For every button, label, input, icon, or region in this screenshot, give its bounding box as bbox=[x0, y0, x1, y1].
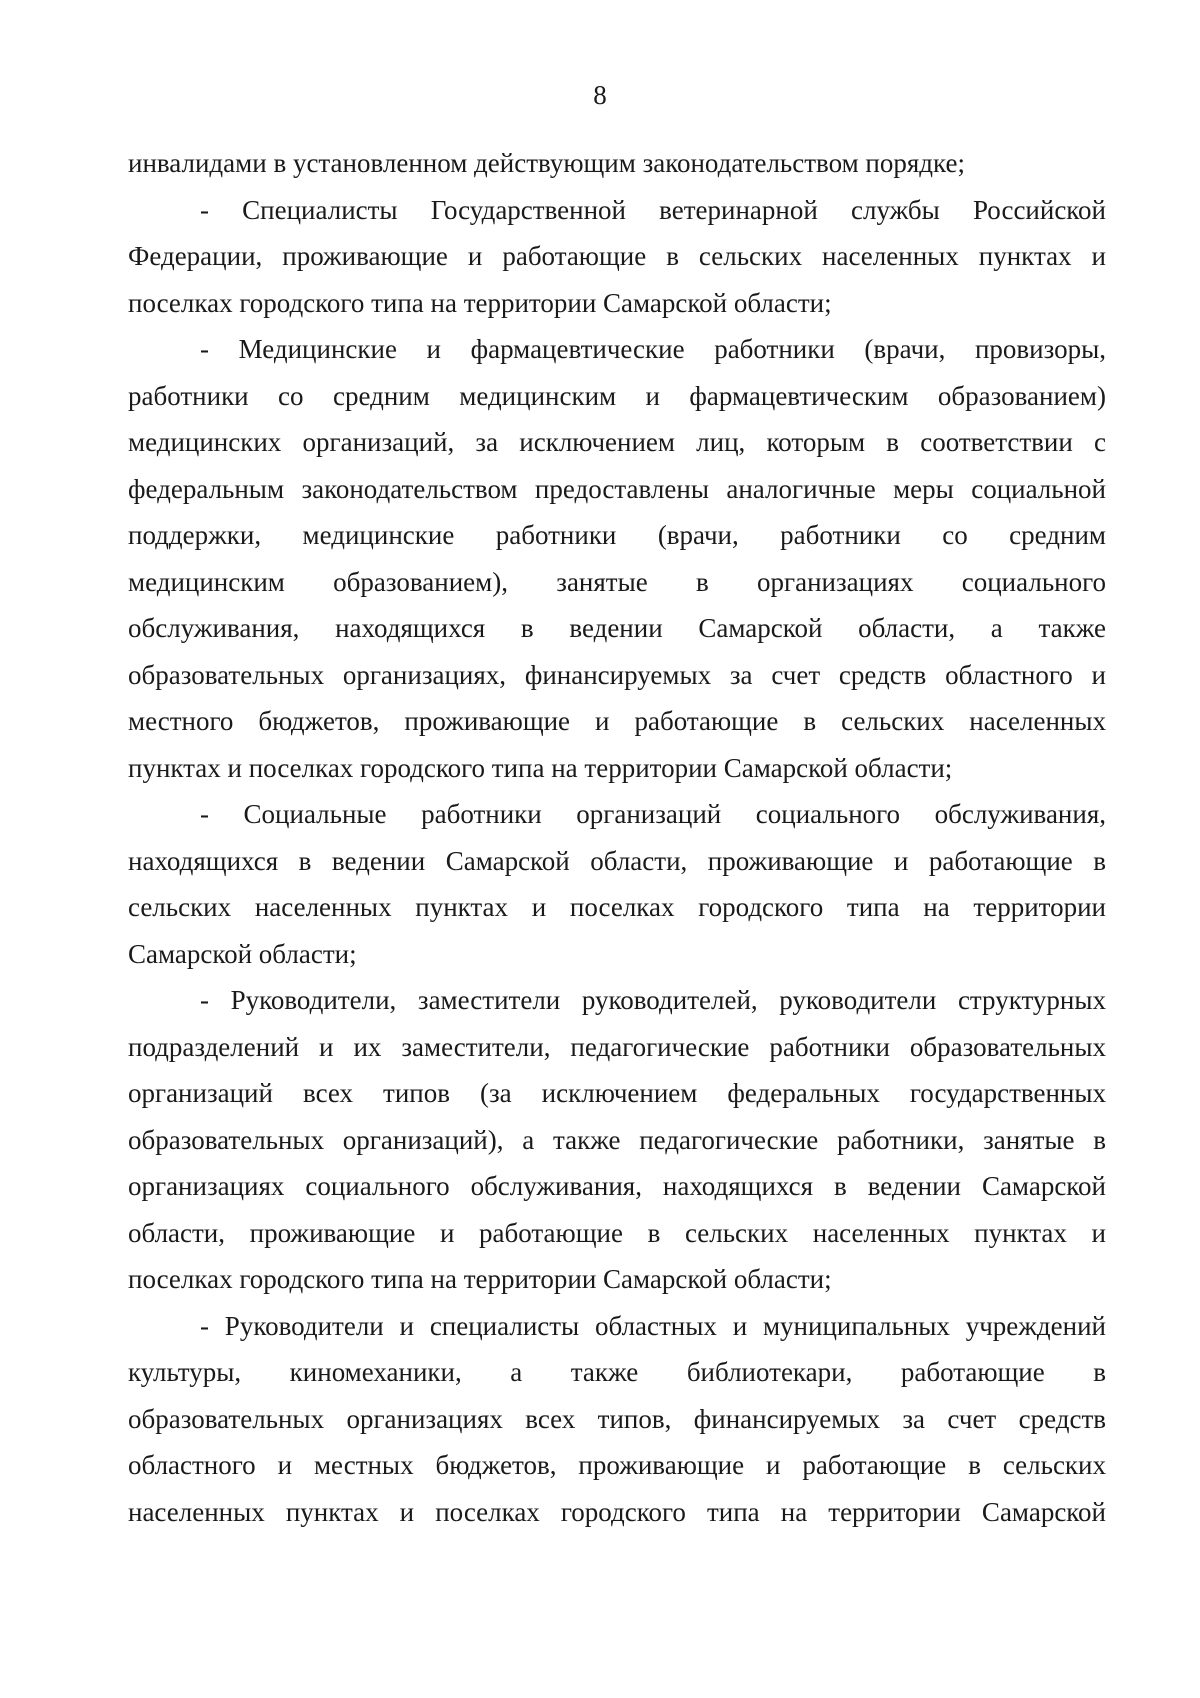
text-line: организаций всех типов (за исключением федеральных государственных bbox=[128, 1078, 1106, 1108]
text-line: Федерации, проживающие и работающие в сельских населенных пунктах и bbox=[128, 241, 1106, 271]
text-line: культуры, киномеханики, а также библиотекари, работающие в bbox=[128, 1357, 1106, 1387]
text-line: поддержки, медицинские работники (врачи, работники со средним bbox=[128, 520, 1106, 550]
text-line: местного бюджетов, проживающие и работающие в сельских населенных bbox=[128, 706, 1106, 736]
text-line: находящихся в ведении Самарской области, проживающие и работающие в bbox=[128, 845, 1106, 876]
text-line: образовательных организациях, финансируемых за счет средств областного и bbox=[128, 659, 1106, 690]
text-line: областного и местных бюджетов, проживающие и работающие в сельских bbox=[128, 1450, 1106, 1480]
paragraph bbox=[128, 1303, 1106, 1536]
text-line: сельских населенных пунктах и поселках городского типа на территории bbox=[128, 892, 1106, 922]
text-line: - Специалисты Государственной ветеринарной службы Российской bbox=[200, 194, 1106, 225]
paragraph bbox=[128, 977, 1106, 1303]
paragraph bbox=[128, 140, 1106, 187]
text-line: организациях социального обслуживания, находящихся в ведении Самарской bbox=[128, 1171, 1106, 1201]
text-line: медицинским образованием), занятые в организациях социального bbox=[128, 566, 1106, 597]
text-line: - Медицинские и фармацевтические работники (врачи, провизоры, bbox=[200, 334, 1106, 364]
text-line: - Социальные работники организаций социального обслуживания, bbox=[200, 799, 1106, 829]
text-line: инвалидами в установленном действующим законодательством порядке; bbox=[128, 148, 965, 178]
document-body bbox=[128, 140, 1106, 1535]
text-line: пунктах и поселках городского типа на территории Самарской области; bbox=[128, 752, 953, 783]
text-line: поселках городского типа на территории Самарской области; bbox=[128, 287, 832, 318]
text-line: работники со средним медицинским и фармацевтическим образованием) bbox=[128, 380, 1106, 411]
text-line: населенных пунктах и поселках городского типа на территории Самарской bbox=[128, 1496, 1106, 1527]
page-number: 8 bbox=[593, 80, 607, 110]
text-line: федеральным законодательством предоставлены аналогичные меры социальной bbox=[128, 473, 1106, 504]
paragraph bbox=[128, 187, 1106, 327]
text-line: образовательных организаций), а также педагогические работники, занятые в bbox=[128, 1124, 1106, 1155]
text-line: - Руководители, заместители руководителей, руководители структурных bbox=[200, 985, 1106, 1015]
text-line: подразделений и их заместители, педагогические работники образовательных bbox=[128, 1031, 1106, 1062]
text-line: медицинских организаций, за исключением лиц, которым в соответствии с bbox=[128, 427, 1106, 457]
text-line: - Руководители и специалисты областных и муниципальных учреждений bbox=[200, 1310, 1106, 1341]
text-line: Самарской области; bbox=[128, 938, 357, 969]
paragraph bbox=[128, 791, 1106, 977]
text-line: области, проживающие и работающие в сельских населенных пунктах и bbox=[128, 1217, 1106, 1248]
text-line: образовательных организациях всех типов, финансируемых за счет средств bbox=[128, 1403, 1106, 1434]
text-line: обслуживания, находящихся в ведении Самарской области, а также bbox=[128, 613, 1106, 643]
text-line: поселках городского типа на территории Самарской области; bbox=[128, 1264, 832, 1294]
paragraph bbox=[128, 326, 1106, 791]
